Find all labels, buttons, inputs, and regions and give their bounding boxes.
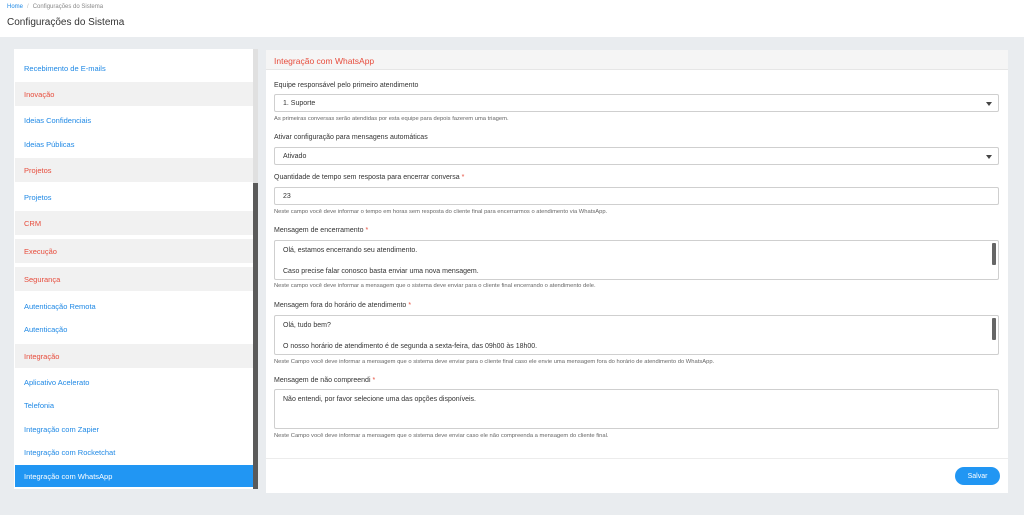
chevron-down-icon: [986, 155, 992, 159]
breadcrumb: [7, 4, 103, 10]
team-help: As primeiras conversas serão atendidas por esta equipe para depois fazerem uma triagem.: [274, 116, 509, 122]
required-marker: *: [372, 377, 376, 384]
panel-footer-divider: [266, 458, 1008, 459]
not-understood-message-textarea[interactable]: [274, 389, 999, 429]
off-hours-message-textarea[interactable]: [274, 315, 999, 355]
required-marker: *: [408, 302, 412, 309]
panel-title: Integração com WhatsApp: [274, 56, 375, 66]
off-hours-message-help: Neste Campo você deve informar a mensagem que o sistema deve enviar para o cliente final caso ele envie uma mensagem fora do horário de atendimento do WhatsApp.: [274, 359, 715, 365]
sidebar-item-recebimento-emails[interactable]: Recebimento de E-mails: [15, 56, 253, 80]
sidebar-group-projetos: Projetos: [15, 158, 253, 182]
sidebar-item-integracao-whatsapp[interactable]: Integração com WhatsApp: [15, 465, 253, 487]
sidebar-scrollbar-thumb[interactable]: [253, 183, 258, 489]
top-bar: [0, 0, 1024, 37]
sidebar-item-ideias-publicas[interactable]: Ideias Públicas: [15, 132, 253, 156]
timeout-label: Quantidade de tempo sem resposta para encerrar conversa *: [274, 174, 465, 181]
required-marker: *: [461, 174, 465, 181]
sidebar-item-integracao-rocketchat[interactable]: Integração com Rocketchat: [15, 440, 253, 464]
settings-sidebar: [14, 49, 258, 489]
sidebar-group-seguranca: Segurança: [15, 267, 253, 291]
timeout-input-value: 23: [283, 192, 291, 200]
sidebar-group-execucao: Execução: [15, 239, 253, 263]
whatsapp-settings-panel: [266, 50, 1008, 493]
breadcrumb-separator: /: [27, 4, 29, 10]
closing-message-textarea[interactable]: [274, 240, 999, 280]
save-button[interactable]: Salvar: [955, 467, 1000, 485]
sidebar-group-crm: CRM: [15, 211, 253, 235]
sidebar-item-aplicativo-acelerato[interactable]: Aplicativo Acelerato: [15, 370, 253, 394]
sidebar-item-telefonia[interactable]: Telefonia: [15, 393, 253, 417]
page-title: Configurações do Sistema: [7, 17, 125, 28]
not-understood-message-line-1: Não entendi, por favor selecione uma das opções disponíveis.: [283, 396, 477, 403]
off-hours-message-line-1: Olá, tudo bem?: [283, 322, 331, 329]
off-hours-message-label: Mensagem fora do horário de atendimento *: [274, 302, 412, 309]
team-select[interactable]: [274, 94, 999, 112]
sidebar-item-ideias-confidenciais[interactable]: Ideias Confidenciais: [15, 108, 253, 132]
auto-messages-select-value: Ativado: [283, 152, 307, 160]
panel-header: [266, 50, 1008, 70]
not-understood-message-help: Neste Campo você deve informar a mensagem que o sistema deve enviar caso ele não compreenda a mensagem do cliente final.: [274, 433, 609, 439]
required-marker: *: [365, 227, 369, 234]
sidebar-item-autenticacao[interactable]: Autenticação: [15, 317, 253, 341]
textarea-scrollbar-thumb[interactable]: [992, 318, 996, 340]
sidebar-scrollbar[interactable]: [253, 49, 258, 489]
sidebar-item-projetos[interactable]: Projetos: [15, 185, 253, 209]
sidebar-group-inovacao: Inovação: [15, 82, 253, 106]
sidebar-group-integracao: Integração: [15, 344, 253, 368]
team-select-value: 1. Suporte: [283, 99, 316, 107]
sidebar-item-autenticacao-remota[interactable]: Autenticação Remota: [15, 294, 253, 318]
team-label: Equipe responsável pelo primeiro atendimento: [274, 82, 419, 89]
closing-message-line-2: Caso precise falar conosco basta enviar uma nova mensagem.: [283, 267, 479, 275]
auto-messages-select[interactable]: [274, 147, 999, 165]
timeout-input[interactable]: [274, 187, 999, 205]
closing-message-line-1: Olá, estamos encerrando seu atendimento.: [283, 247, 418, 254]
closing-message-label: Mensagem de encerramento *: [274, 227, 369, 234]
not-understood-message-label: Mensagem de não compreendi *: [274, 377, 376, 384]
breadcrumb-current: Configurações do Sistema: [32, 4, 104, 10]
auto-messages-label: Ativar configuração para mensagens automáticas: [274, 134, 428, 141]
breadcrumb-home-link[interactable]: Home: [7, 4, 24, 10]
chevron-down-icon: [986, 102, 992, 106]
closing-message-help: Neste campo você deve informar a mensagem que o sistema deve enviar para o cliente final encerrando o atendimento dele.: [274, 283, 596, 289]
timeout-help: Neste campo você deve informar o tempo em horas sem resposta do cliente final para encerrarmos o atendimento via WhatsApp.: [274, 209, 608, 215]
textarea-scrollbar-thumb[interactable]: [992, 243, 996, 265]
sidebar-item-integracao-zapier[interactable]: Integração com Zapier: [15, 417, 253, 441]
off-hours-message-line-2: O nosso horário de atendimento é de segunda a sexta-feira, das 09h00 às 18h00.: [283, 342, 538, 350]
